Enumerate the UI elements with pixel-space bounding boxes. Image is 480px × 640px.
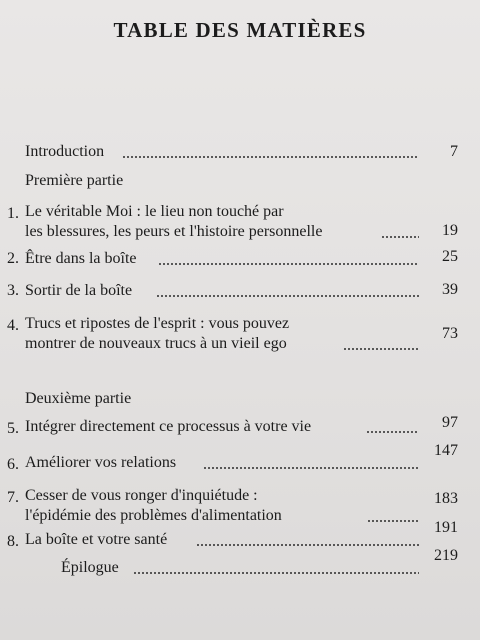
dot-leader: [158, 263, 419, 265]
entry-title: Intégrer directement ce processus à votre vie: [25, 418, 312, 435]
entry-title-line-2: les blessures, les peurs et l'histoire personnelle: [25, 223, 323, 240]
entry-title: Sortir de la boîte: [25, 282, 133, 299]
dot-leader: [343, 348, 419, 350]
page-number: 19: [442, 222, 458, 239]
entry-number: 4.: [7, 317, 19, 334]
entry-number: 2.: [7, 250, 19, 267]
entry-number: 7.: [7, 489, 19, 506]
dot-leader: [381, 236, 419, 238]
dot-leader: [156, 295, 419, 297]
part-heading-2: Deuxième partie: [25, 390, 132, 407]
page-number: 219: [434, 547, 458, 564]
dot-leader: [122, 156, 418, 158]
entry-title: Épilogue: [61, 559, 119, 576]
page-number: 73: [442, 325, 458, 342]
dot-leader: [133, 572, 419, 574]
dot-leader: [196, 544, 419, 546]
entry-title-line-2: montrer de nouveaux trucs à un vieil ego: [25, 335, 287, 352]
dot-leader: [367, 520, 419, 522]
page-number: 147: [434, 442, 458, 459]
part-heading-1: Première partie: [25, 172, 124, 189]
page-title: TABLE DES MATIÈRES: [113, 18, 367, 42]
dot-leader: [203, 467, 419, 469]
entry-title-line-2: l'épidémie des problèmes d'alimentation: [25, 507, 282, 524]
entry-number: 1.: [7, 205, 19, 222]
page-number: 191: [434, 519, 458, 536]
entry-number: 5.: [7, 420, 19, 437]
entry-title: Être dans la boîte: [25, 250, 137, 267]
entry-title-line-1: Trucs et ripostes de l'esprit : vous pouvez: [25, 315, 290, 332]
entry-title: Introduction: [25, 143, 105, 160]
entry-number: 8.: [7, 533, 19, 550]
entry-title: La boîte et votre santé: [25, 531, 168, 548]
page-number: 25: [442, 248, 458, 265]
entry-number: 6.: [7, 456, 19, 473]
page-number: 7: [450, 143, 458, 160]
entry-title-line-1: Le véritable Moi : le lieu non touché par: [25, 203, 284, 220]
entry-title-line-1: Cesser de vous ronger d'inquiétude :: [25, 487, 258, 504]
entry-number: 3.: [7, 282, 19, 299]
page-number: 97: [442, 414, 458, 431]
entry-title: Améliorer vos relations: [25, 454, 177, 471]
dot-leader: [366, 431, 419, 433]
page-number: 39: [442, 281, 458, 298]
page-number: 183: [434, 490, 458, 507]
